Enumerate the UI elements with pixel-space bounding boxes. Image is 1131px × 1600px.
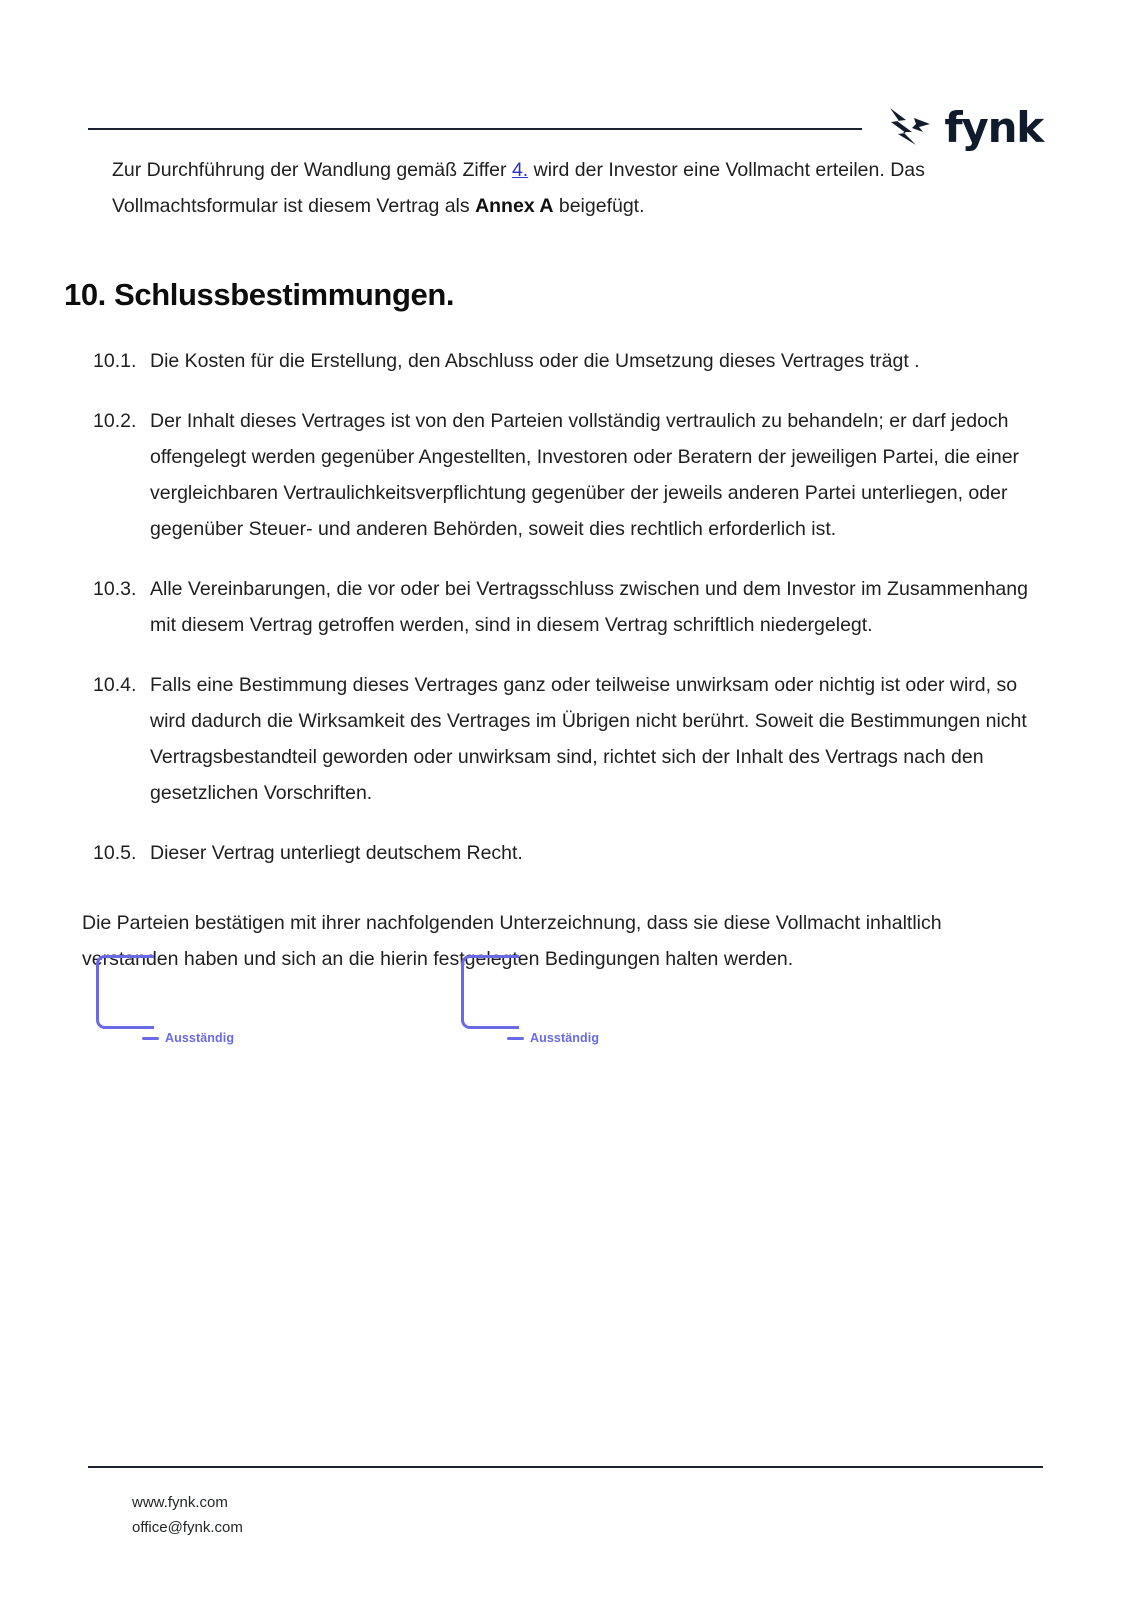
clause-text: Die Kosten für die Erstellung, den Abschluss oder die Umsetzung dieses Vertrages trägt . <box>150 350 920 373</box>
clause-text: Dieser Vertrag unterliegt deutschem Recht. <box>150 842 523 865</box>
footer-contact <box>88 1490 1043 1540</box>
clause-item <box>88 835 1043 871</box>
signature-area <box>96 955 996 1045</box>
status-badge: Ausständig <box>530 1031 600 1045</box>
clause-number: 10.1. <box>93 350 137 373</box>
clause-number: 10.4. <box>93 674 137 697</box>
annex-a-reference: Annex A <box>475 195 554 217</box>
clause-number: 10.5. <box>93 842 137 865</box>
header-divider <box>88 128 862 130</box>
clause-4-crossreference-link[interactable]: 4. <box>511 159 529 181</box>
signature-status-2 <box>507 1031 599 1045</box>
clause-item <box>88 667 1043 811</box>
signature-dash-icon <box>507 1037 524 1040</box>
signature-dash-icon <box>142 1037 159 1040</box>
section-title: Schlussbestimmungen. <box>114 277 455 312</box>
section-number: 10. <box>64 277 106 312</box>
signature-bracket-icon <box>96 955 154 1029</box>
signature-block-1[interactable] <box>96 955 235 1045</box>
status-badge: Ausständig <box>165 1031 235 1045</box>
clause-list <box>88 343 1043 871</box>
clause-number: 10.3. <box>93 578 137 601</box>
clause-item <box>88 403 1043 547</box>
document-content <box>64 152 1043 977</box>
footer-website[interactable]: www.fynk.com <box>132 1494 228 1511</box>
clause-number: 10.2. <box>93 410 137 433</box>
intro-text-after-link: wird der Investor eine Vollmacht erteilen. Das Vollmachtsformular ist diesem Vertrag als <box>112 159 925 217</box>
intro-text-tail: beigefügt. <box>553 195 645 217</box>
page-footer <box>88 1466 1043 1540</box>
clause-text: Alle Vereinbarungen, die vor oder bei Vertragsschluss zwischen und dem Investor im Zusammenhang mit diesem Vertrag getroffen werden, sind in diesem Vertrag schriftlich niedergelegt. <box>150 578 1028 637</box>
brand-logo <box>886 104 1043 153</box>
clause-item <box>88 571 1043 643</box>
intro-paragraph <box>88 152 1043 224</box>
signature-block-2[interactable] <box>461 955 600 1045</box>
signature-bracket-icon <box>461 955 519 1029</box>
intro-text-before-link: Zur Durchführung der Wandlung gemäß Ziffer <box>112 159 512 181</box>
clause-item <box>88 343 1043 379</box>
footer-email[interactable]: office@fynk.com <box>132 1519 243 1536</box>
footer-divider <box>88 1466 1043 1468</box>
signature-status-1 <box>142 1031 234 1045</box>
brand-name: fynk <box>944 103 1043 152</box>
section-heading <box>64 276 1043 313</box>
fynk-bird-logo-icon <box>886 104 932 153</box>
clause-text: Der Inhalt dieses Vertrages ist von den Parteien vollständig vertraulich zu behandeln; er darf jedoch offengelegt werden gegenüber Angestellten, Investoren oder Beratern der jeweiligen Partei, die einer vergleichbaren Vertraulichkeitsverpflichtung gegenüber der jeweils anderen Partei unterliegen, oder gegenüber Steuer- und anderen Behörden, soweit dies rechtlich erforderlich ist. <box>150 410 1020 541</box>
clause-text: Falls eine Bestimmung dieses Vertrages ganz oder teilweise unwirksam oder nichtig ist oder wird, so wird dadurch die Wirksamkeit des Vertrages im Übrigen nicht berührt. Soweit die Bestimmungen nicht Vertragsbestandteil geworden oder unwirksam sind, richtet sich der Inhalt des Vertrags nach den gesetzlichen Vorschriften. <box>150 674 1027 805</box>
closing-paragraph: Die Parteien bestätigen mit ihrer nachfolgenden Unterzeichnung, dass sie diese Vollmacht inhaltlich verstanden haben und sich an die hierin festgelegten Bedingungen halten werden. <box>82 912 942 971</box>
